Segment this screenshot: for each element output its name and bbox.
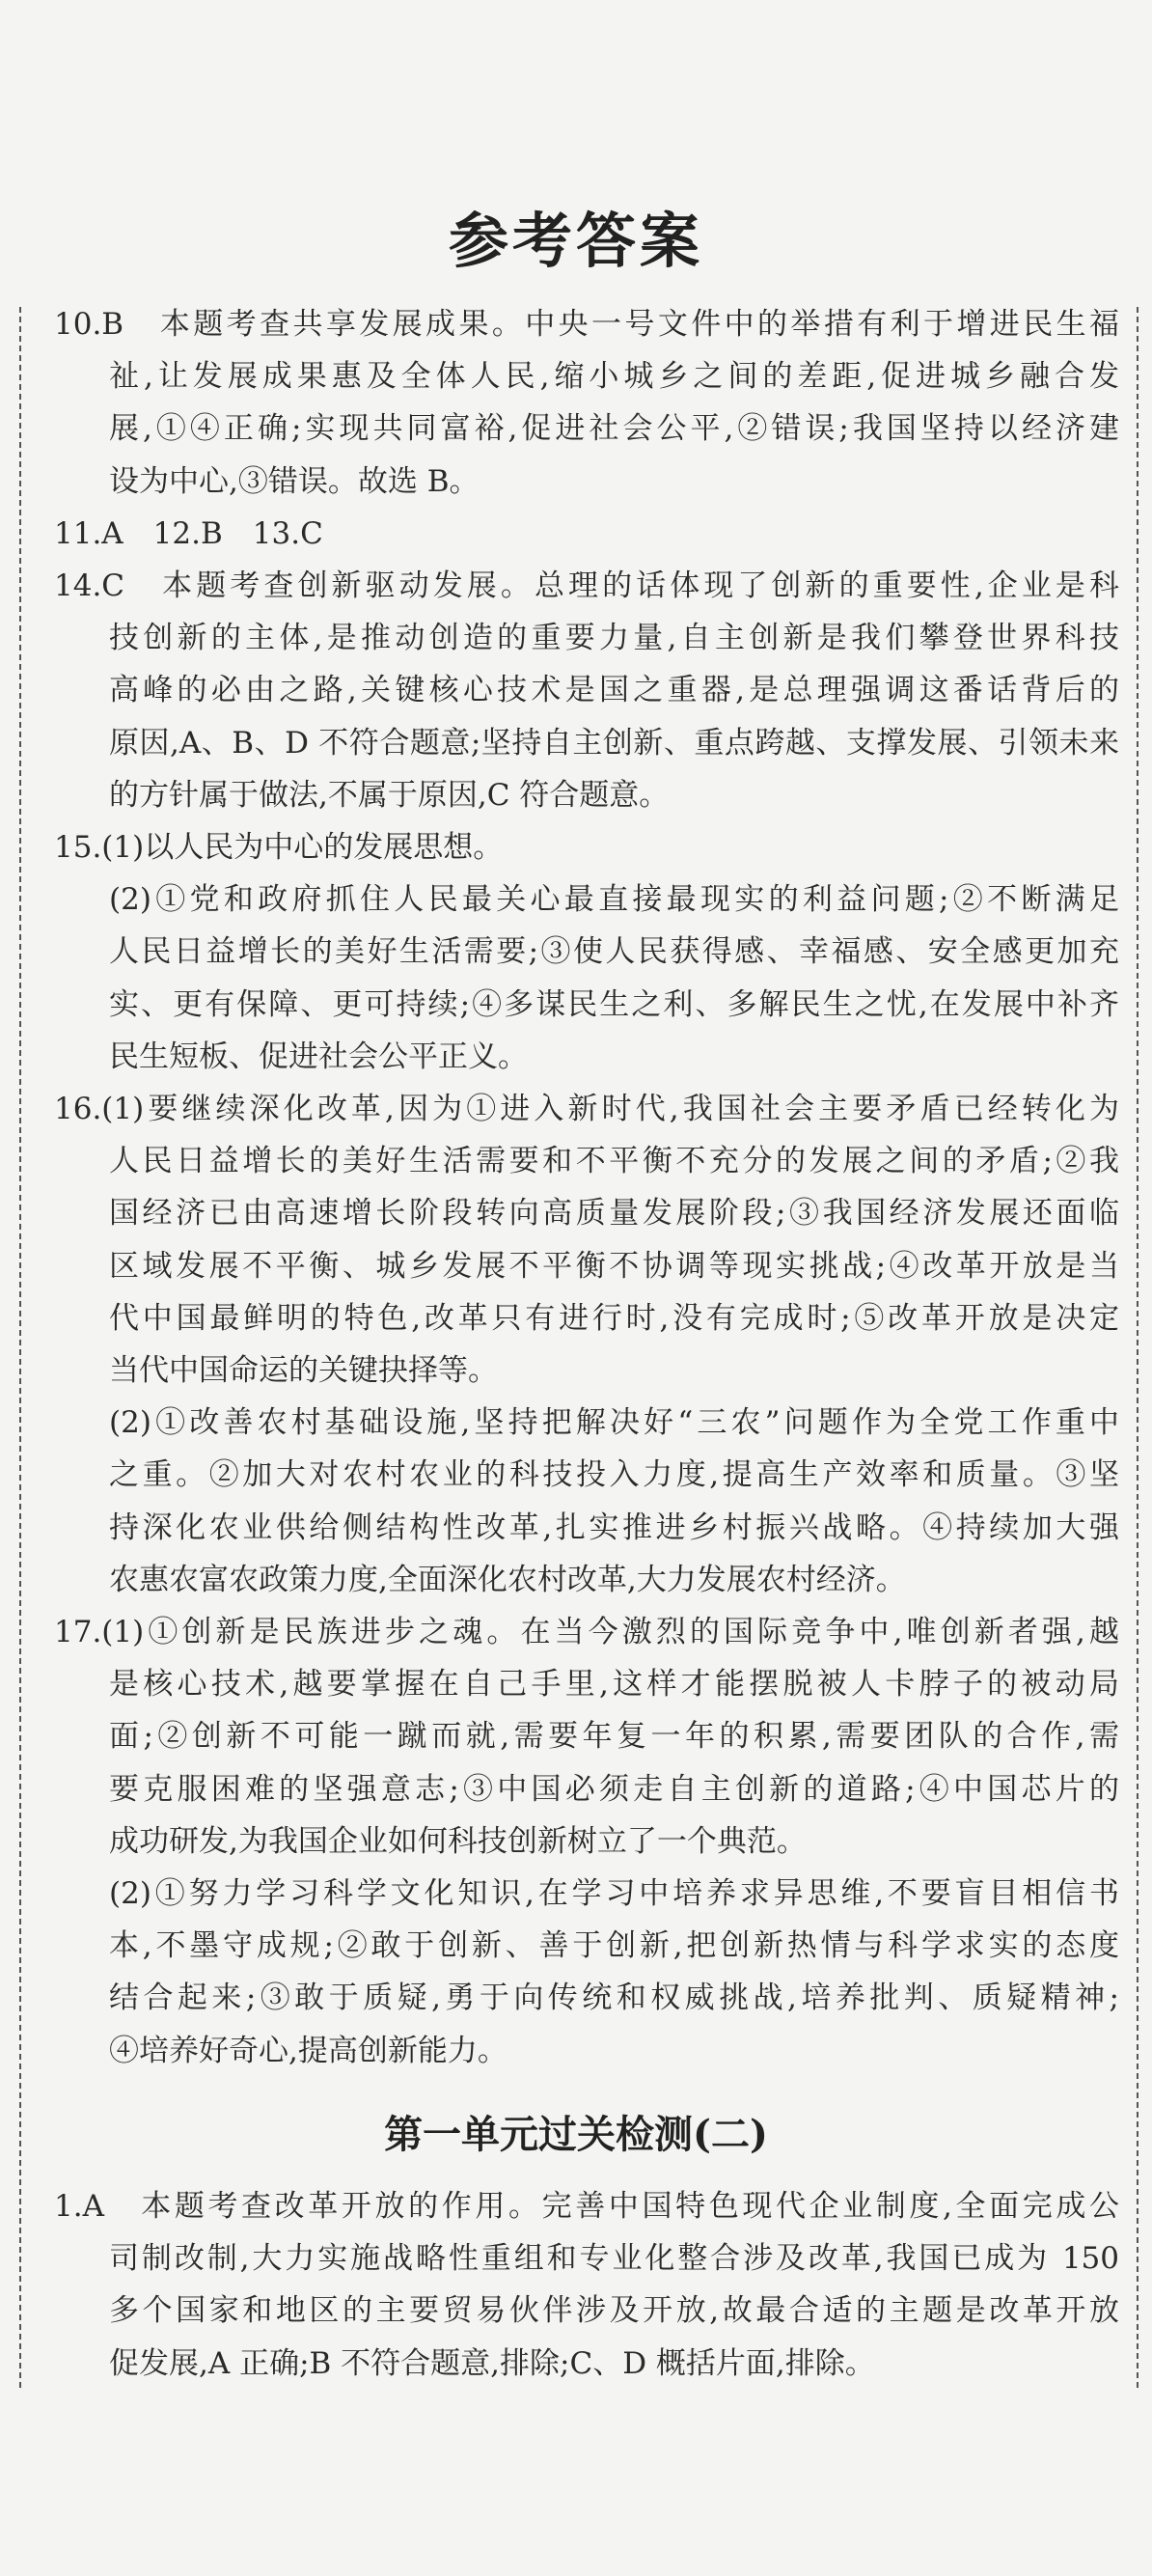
answer-text-line: 促发展,A 正确;B 不符合题意,排除;C、D 概括片面,排除。 <box>109 2345 875 2381</box>
answer-text-line: 持深化农业供给侧结构性改革,扎实推进乡村振兴战略。④持续加大强 <box>109 1510 1119 1545</box>
answer-item-first-line: 14.C 本题考查创新驱动发展。总理的话体现了创新的重要性,企业是科 <box>54 568 1119 603</box>
answer-text-line: 的方针属于做法,不属于原因,C 符合题意。 <box>109 777 670 813</box>
answer-text-line: ④培养好奇心,提高创新能力。 <box>109 2033 507 2068</box>
section-heading: 第一单元过关检测(二) <box>384 2112 768 2157</box>
answer-text-line: 成功研发,为我国企业如何科技创新树立了一个典范。 <box>109 1823 807 1859</box>
answer-item-first-line: 11.A 12.B 13.C <box>54 515 323 551</box>
answer-text-line: 结合起来;③敢于质疑,勇于向传统和权威挑战,培养批判、质疑精神; <box>109 1980 1119 2016</box>
answer-text-line: 之重。②加大对农村农业的科技投入力度,提高生产效率和质量。③坚 <box>109 1457 1119 1493</box>
answer-item-first-line: 16.(1)要继续深化改革,因为①进入新时代,我国社会主要矛盾已经转化为 <box>54 1092 1119 1126</box>
answer-text-line: 本,不墨守成规;②敢于创新、善于创新,把创新热情与科学求实的态度 <box>109 1928 1119 1964</box>
answer-text-line: 区域发展不平衡、城乡发展不平衡不协调等现实挑战;④改革开放是当 <box>109 1248 1119 1284</box>
answer-text-line: 代中国最鲜明的特色,改革只有进行时,没有完成时;⑤改革开放是决定 <box>109 1300 1119 1336</box>
answer-text-line: 高峰的必由之路,关键核心技术是国之重器,是总理强调这番话背后的 <box>109 673 1119 708</box>
answer-text-line: 技创新的主体,是推动创造的重要力量,自主创新是我们攀登世界科技 <box>109 621 1119 656</box>
answer-item-first-line: 10.B 本题考查共享发展成果。中央一号文件中的举措有利于增进民生福 <box>54 307 1119 342</box>
answer-text-line: 要克服困难的坚强意志;③中国必须走自主创新的道路;④中国芯片的 <box>109 1771 1119 1807</box>
answer-text-line: (2)①改善农村基础设施,坚持把解决好“三农”问题作为全党工作重中 <box>109 1405 1119 1441</box>
answer-text-line: 当代中国命运的关键抉择等。 <box>109 1353 498 1388</box>
answer-text-line: 展,①④正确;实现共同富裕,促进社会公平,②错误;我国坚持以经济建 <box>109 411 1119 447</box>
left-dashed-border <box>19 307 21 2388</box>
answer-text-line: (2)①党和政府抓住人民最关心最直接最现实的利益问题;②不断满足 <box>109 882 1119 918</box>
answer-text-line: 是核心技术,越要掌握在自己手里,这样才能摆脱被人卡脖子的被动局 <box>109 1667 1119 1703</box>
answer-text-line: 人民日益增长的美好生活需要和不平衡不充分的发展之间的矛盾;②我 <box>109 1144 1119 1179</box>
answer-text-line: 实、更有保障、更可持续;④多谋民生之利、多解民生之忧,在发展中补齐 <box>109 986 1119 1022</box>
answer-text-line: 民生短板、促进社会公平正义。 <box>109 1039 528 1074</box>
answer-text-line: 多个国家和地区的主要贸易伙伴涉及开放,故最合适的主题是改革开放 <box>109 2293 1119 2329</box>
answer-text-line: 祉,让发展成果惠及全体人民,缩小城乡之间的差距,促进城乡融合发 <box>109 359 1119 395</box>
answer-text-line: 人民日益增长的美好生活需要;③使人民获得感、幸福感、安全感更加充 <box>109 934 1119 970</box>
answer-text-line: 设为中心,③错误。故选 B。 <box>109 463 480 499</box>
answer-item-first-line: 15.(1)以人民为中心的发展思想。 <box>54 830 504 865</box>
answer-text-line: 原因,A、B、D 不符合题意;坚持自主创新、重点跨越、支撑发展、引领未来 <box>109 725 1119 761</box>
answer-text-line: 面;②创新不可能一蹴而就,需要年复一年的积累,需要团队的合作,需 <box>109 1719 1119 1755</box>
page-title: 参考答案 <box>448 206 703 276</box>
answer-text-line: 司制改制,大力实施战略性重组和专业化整合涉及改革,我国已成为 150 <box>109 2241 1119 2277</box>
answer-item-first-line: 1.A 本题考查改革开放的作用。完善中国特色现代企业制度,全面完成公 <box>54 2189 1119 2224</box>
answer-text-line: (2)①努力学习科学文化知识,在学习中培养求异思维,不要盲目相信书 <box>109 1876 1119 1911</box>
right-dashed-border <box>1137 307 1138 2388</box>
answer-item-first-line: 17.(1)①创新是民族进步之魂。在当今激烈的国际竞争中,唯创新者强,越 <box>54 1615 1119 1649</box>
answer-text-line: 国经济已由高速增长阶段转向高质量发展阶段;③我国经济发展还面临 <box>109 1196 1119 1232</box>
answer-text-line: 农惠农富农政策力度,全面深化农村改革,大力发展农村经济。 <box>109 1562 906 1597</box>
